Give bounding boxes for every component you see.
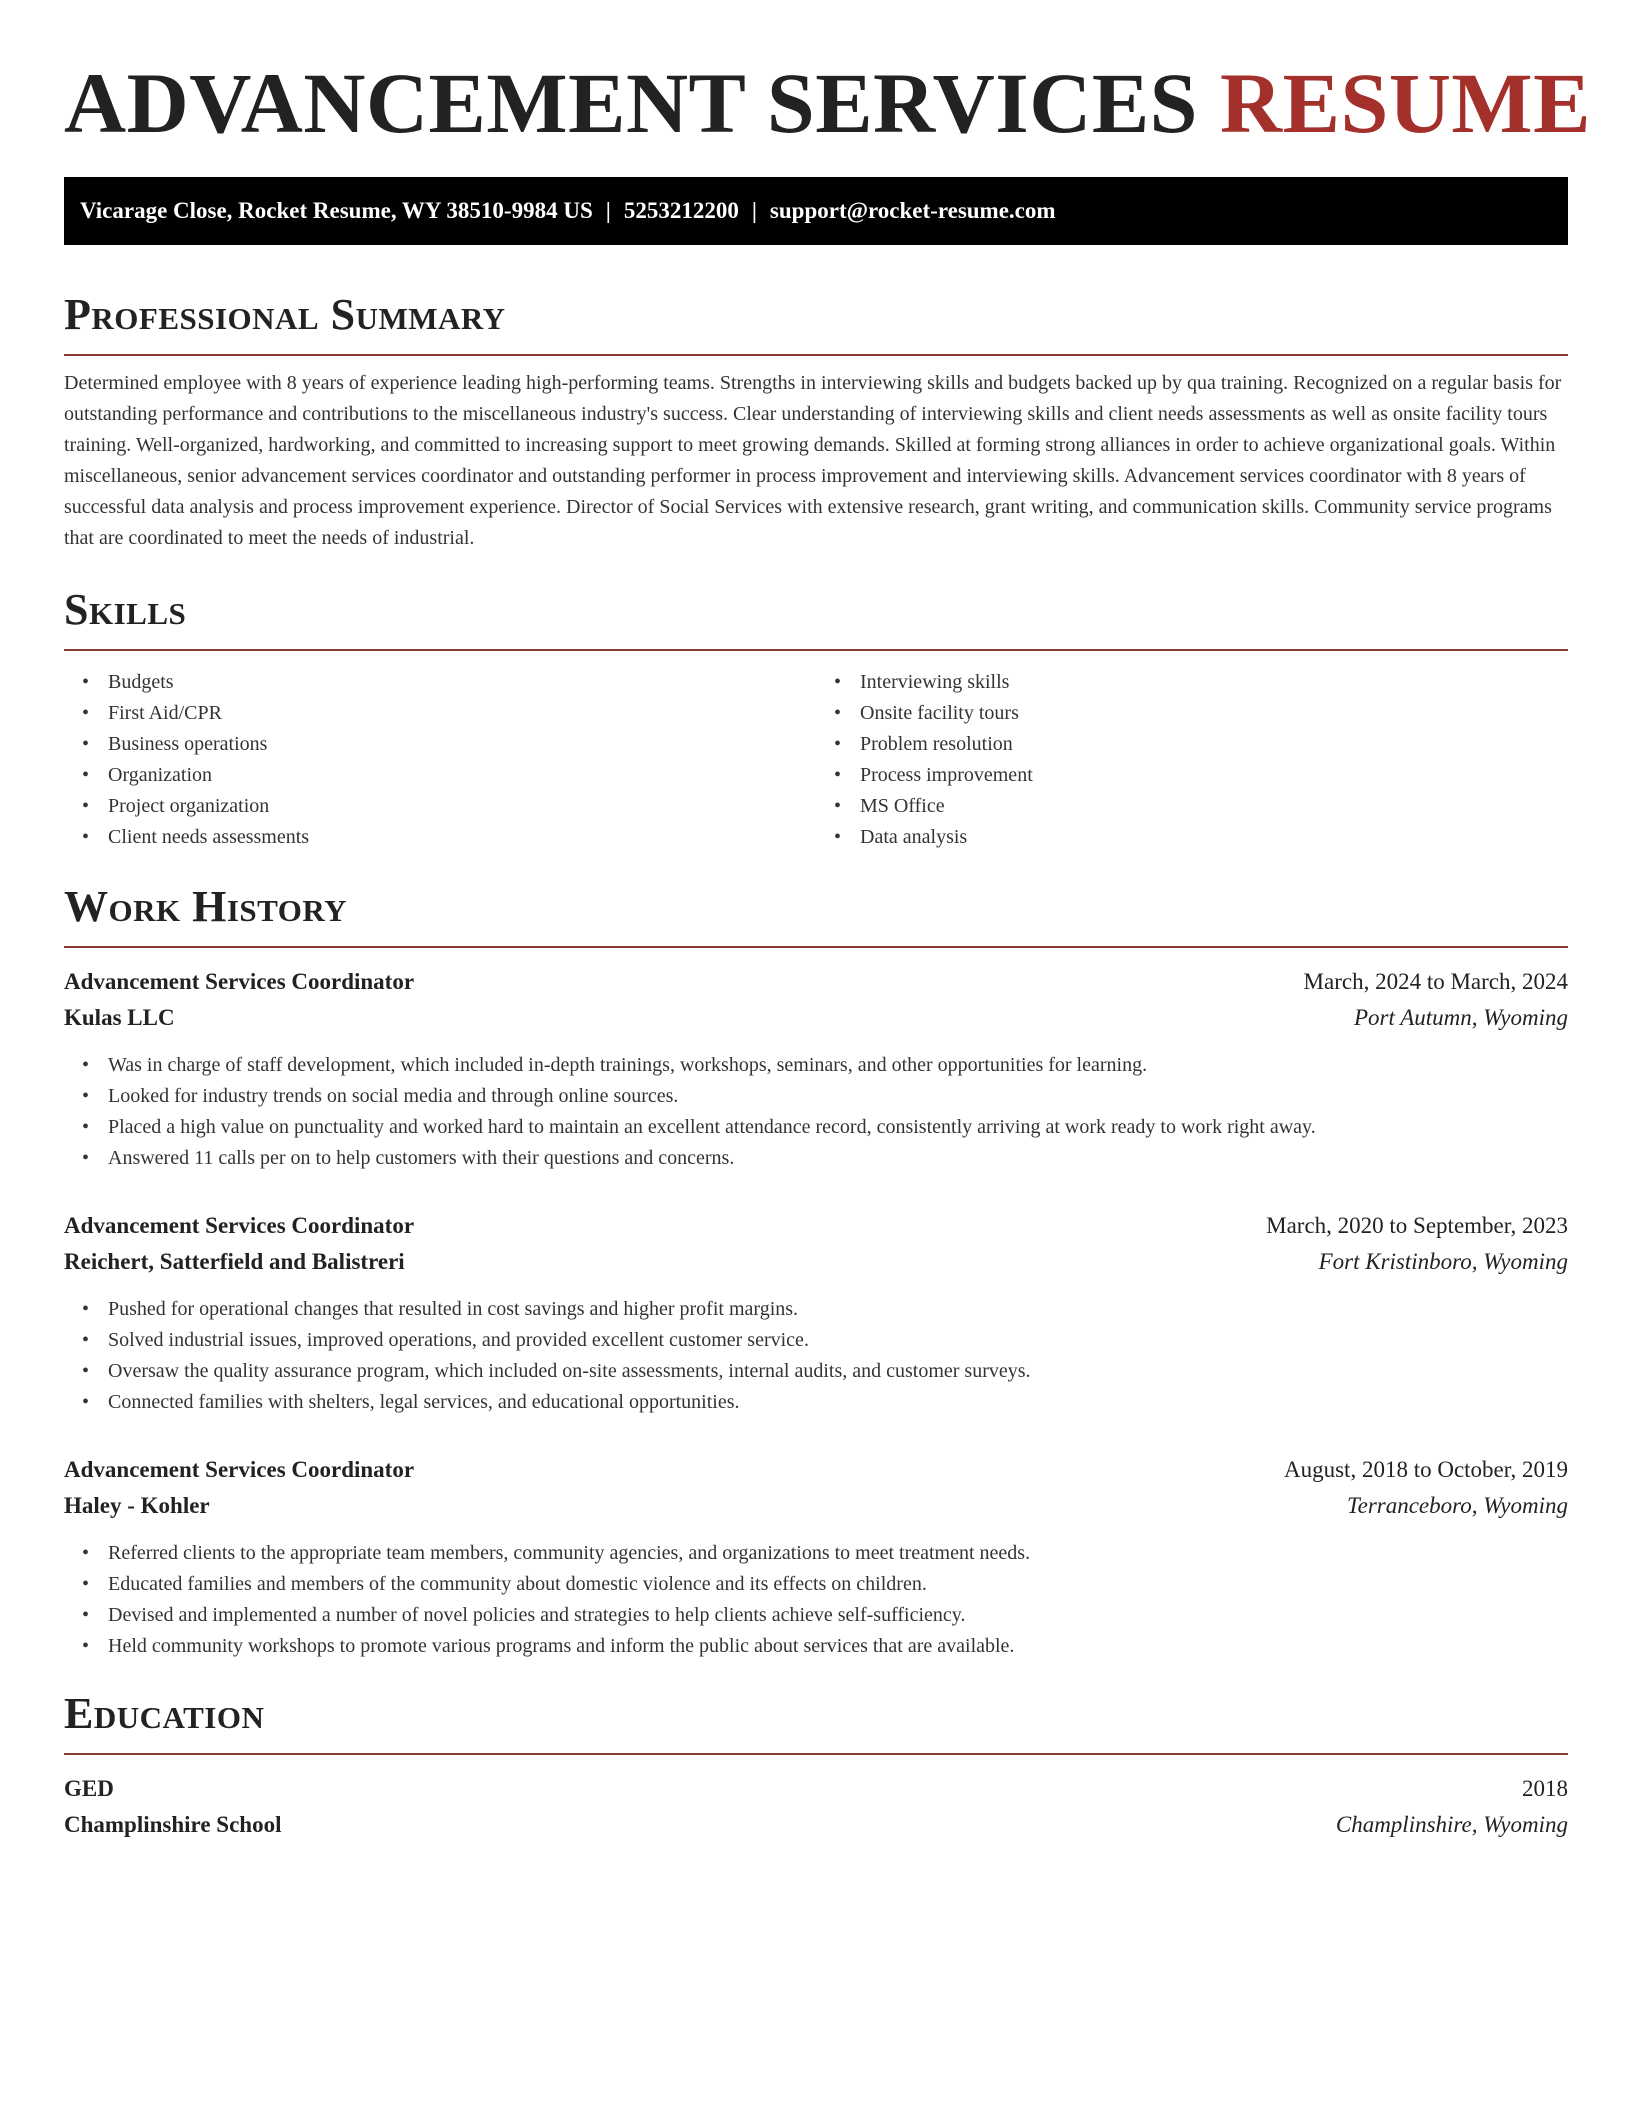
section-title-work-history: Work History xyxy=(64,882,348,931)
job-location: Fort Kristinboro, Wyoming xyxy=(1318,1249,1568,1274)
job-bullets xyxy=(64,1294,1568,1418)
job-company: Kulas LLC xyxy=(64,1005,175,1030)
education-degree: GED xyxy=(64,1776,114,1801)
job-dates: March, 2020 to September, 2023 xyxy=(1266,1213,1568,1238)
title-accent: RESUME xyxy=(1220,55,1591,151)
skill-item: • Organization xyxy=(108,760,816,791)
resume-title xyxy=(64,48,1591,158)
skill-item: • Interviewing skills xyxy=(860,667,1568,698)
contact-phone: 5253212200 xyxy=(623,198,739,223)
section-title-education: Education xyxy=(64,1689,265,1738)
job-bullet: • Devised and implemented a number of novel policies and strategies to help clients achieve self-sufficiency. xyxy=(108,1600,1568,1631)
job-dates: March, 2024 to March, 2024 xyxy=(1303,969,1568,994)
job-bullet: • Held community workshops to promote various programs and inform the public about services that are available. xyxy=(108,1631,1568,1662)
section-divider xyxy=(64,1753,1568,1755)
job-location: Port Autumn, Wyoming xyxy=(1353,1005,1568,1030)
skill-item: • Onsite facility tours xyxy=(860,698,1568,729)
skill-item: • Budgets xyxy=(108,667,816,698)
contact-bar xyxy=(64,177,1568,245)
skill-item: • First Aid/CPR xyxy=(108,698,816,729)
contact-separator: | xyxy=(751,198,757,223)
job-company: Haley - Kohler xyxy=(64,1493,210,1518)
skill-item: • Client needs assessments xyxy=(108,822,816,853)
job-dates: August, 2018 to October, 2019 xyxy=(1284,1457,1568,1482)
title-main: ADVANCEMENT SERVICES xyxy=(64,55,1199,151)
job-bullet: • Answered 11 calls per on to help customers with their questions and concerns. xyxy=(108,1143,1568,1174)
job-bullet: • Was in charge of staff development, which included in-depth trainings, workshops, seminars, and other opportunities for learning. xyxy=(108,1050,1568,1081)
skill-item: • MS Office xyxy=(860,791,1568,822)
job-entry xyxy=(64,1452,1568,1662)
skill-item: • Process improvement xyxy=(860,760,1568,791)
skill-item: • Project organization xyxy=(108,791,816,822)
job-title: Advancement Services Coordinator xyxy=(64,1457,415,1482)
job-bullet: • Placed a high value on punctuality and worked hard to maintain an excellent attendance record, consistently arriving at work ready to work right away. xyxy=(108,1112,1568,1143)
job-bullets xyxy=(64,1050,1568,1174)
section-divider xyxy=(64,354,1568,356)
job-bullet: • Looked for industry trends on social media and through online sources. xyxy=(108,1081,1568,1112)
job-bullet: • Pushed for operational changes that resulted in cost savings and higher profit margins. xyxy=(108,1294,1568,1325)
job-bullet: • Educated families and members of the community about domestic violence and its effects on children. xyxy=(108,1569,1568,1600)
education-location: Champlinshire, Wyoming xyxy=(1335,1812,1568,1837)
summary-text: Determined employee with 8 years of experience leading high-performing teams. Strengths in interviewing skills and budgets backed up by qua training. Recognized on a regular basis for outstanding performance and contributions to the miscellaneous industry's success. Clear understanding of interviewing skills and client needs assessments as well as onsite facility tours training. Well-organized, hardworking, and committed to increasing support to meet growing demands. Skilled at forming strong alliances in order to achieve organizational goals. Within miscellaneous, senior advancement services coordinator and outstanding performer in process improvement and interviewing skills. Advancement services coordinator with 8 years of successful data analysis and process improvement experience. Director of Social Services with extensive research, grant writing, and communication skills. Community service programs that are coordinated to meet the needs of industrial. xyxy=(64,372,1562,549)
section-title-summary: Professional Summary xyxy=(64,290,506,339)
contact-email: support@rocket-resume.com xyxy=(769,198,1056,223)
job-entry xyxy=(64,1208,1568,1418)
skill-item: • Data analysis xyxy=(860,822,1568,853)
contact-address: Vicarage Close, Rocket Resume, WY 38510-9984 US xyxy=(80,198,593,223)
job-bullet: • Solved industrial issues, improved operations, and provided excellent customer service. xyxy=(108,1325,1568,1356)
job-bullet: • Referred clients to the appropriate team members, community agencies, and organizations to meet treatment needs. xyxy=(108,1538,1568,1569)
education-entry xyxy=(64,1771,1568,1843)
section-divider xyxy=(64,946,1568,948)
section-divider xyxy=(64,649,1568,651)
education-school: Champlinshire School xyxy=(64,1812,282,1837)
job-bullet: • Connected families with shelters, legal services, and educational opportunities. xyxy=(108,1387,1568,1418)
skill-item: • Problem resolution xyxy=(860,729,1568,760)
section-title-skills: Skills xyxy=(64,585,187,634)
contact-separator: | xyxy=(605,198,611,223)
job-bullets xyxy=(64,1538,1568,1662)
skills-column-left xyxy=(64,667,816,853)
skills-column-right xyxy=(816,667,1568,853)
job-company: Reichert, Satterfield and Balistreri xyxy=(64,1249,405,1274)
job-entry xyxy=(64,964,1568,1174)
job-title: Advancement Services Coordinator xyxy=(64,1213,415,1238)
skill-item: • Business operations xyxy=(108,729,816,760)
job-title: Advancement Services Coordinator xyxy=(64,969,415,994)
job-location: Terranceboro, Wyoming xyxy=(1346,1493,1568,1518)
education-year: 2018 xyxy=(1522,1776,1568,1801)
skills-list xyxy=(64,667,1568,853)
job-bullet: • Oversaw the quality assurance program, which included on-site assessments, internal audits, and customer surveys. xyxy=(108,1356,1568,1387)
